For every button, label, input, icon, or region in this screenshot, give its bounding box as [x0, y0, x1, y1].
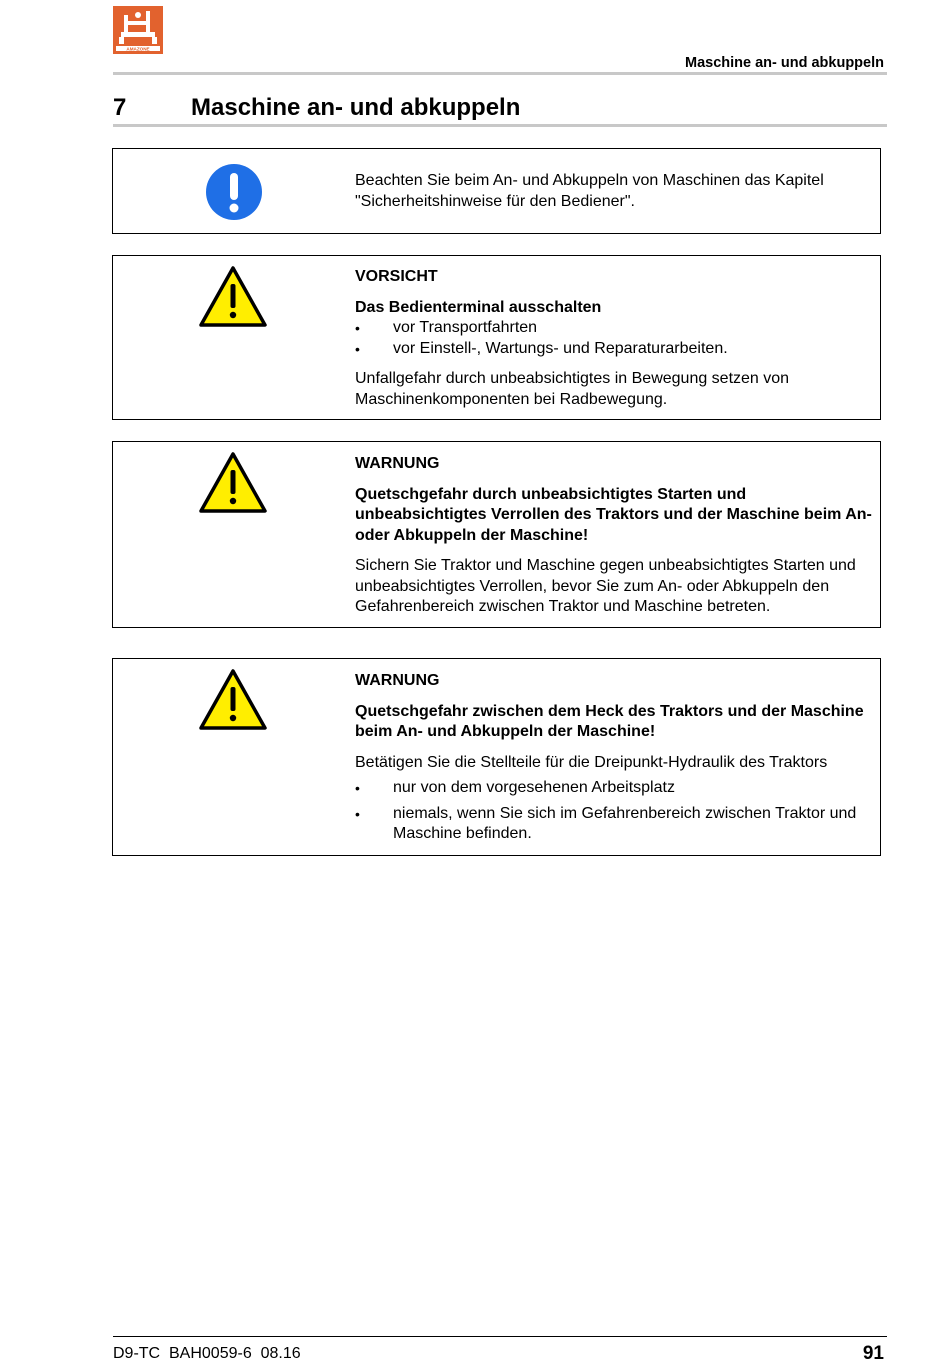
note-heading: Das Bedienterminal ausschalten — [355, 298, 602, 316]
running-title: Maschine an- und abkuppeln — [685, 55, 884, 71]
warning-triangle-icon — [199, 266, 267, 333]
caution-note-box — [112, 255, 881, 420]
note-heading: Quetschgefahr durch unbeabsichtigtes Starten und unbeabsichtigtes Verrollen des Traktors und der Maschine beim An- oder Abkuppeln der Maschine! — [355, 485, 872, 544]
header-rule — [113, 72, 887, 75]
footer-rule — [113, 1336, 887, 1337]
list-item: • niemals, wenn Sie sich im Gefahrenbereich zwischen Traktor und Maschine befinden. — [355, 804, 874, 845]
chapter-number: 7 — [113, 94, 127, 121]
logo-text: AMAZONE — [126, 46, 150, 52]
list-item: • vor Transportfahrten — [355, 318, 874, 339]
warning-triangle-icon — [199, 669, 267, 736]
signal-word: VORSICHT — [355, 268, 438, 285]
document-id: D9-TC BAH0059-6 08.16 — [113, 1345, 301, 1362]
info-note-text: Beachten Sie beim An- und Abkuppeln von Maschinen das Kapitel "Sicherheitshinweise für den Bediener". — [355, 172, 824, 210]
note-heading: Quetschgefahr zwischen dem Heck des Traktors und der Maschine beim An- und Abkuppeln der Maschine! — [355, 702, 864, 740]
list-item: • nur von dem vorgesehenen Arbeitsplatz — [355, 778, 874, 799]
warning-triangle-icon — [199, 452, 267, 519]
important-info-icon — [205, 163, 263, 226]
bullet-list — [355, 778, 874, 845]
list-item: • vor Einstell-, Wartungs- und Reparaturarbeiten. — [355, 339, 874, 360]
note-body: Sichern Sie Traktor und Maschine gegen unbeabsichtigtes Starten und unbeabsichtigtes Verrollen, bevor Sie zum An- oder Abkuppeln den Gefahrenbereich zwischen Traktor und Maschine betreten. — [355, 557, 856, 615]
warning-note-box — [112, 658, 881, 856]
page-number: 91 — [862, 1343, 884, 1364]
amazone-logo — [113, 6, 163, 54]
note-body: Betätigen Sie die Stellteile für die Dreipunkt-Hydraulik des Traktors — [355, 753, 828, 771]
info-note-box — [112, 148, 881, 234]
note-body: Unfallgefahr durch unbeabsichtigtes in Bewegung setzen von Maschinenkomponenten bei Radbewegung. — [355, 370, 790, 408]
chapter-rule — [113, 124, 887, 127]
signal-word: WARNUNG — [355, 672, 440, 689]
chapter-title: Maschine an- und abkuppeln — [191, 94, 521, 121]
warning-note-box — [112, 441, 881, 628]
signal-word: WARNUNG — [355, 455, 440, 472]
bullet-list — [355, 318, 874, 359]
